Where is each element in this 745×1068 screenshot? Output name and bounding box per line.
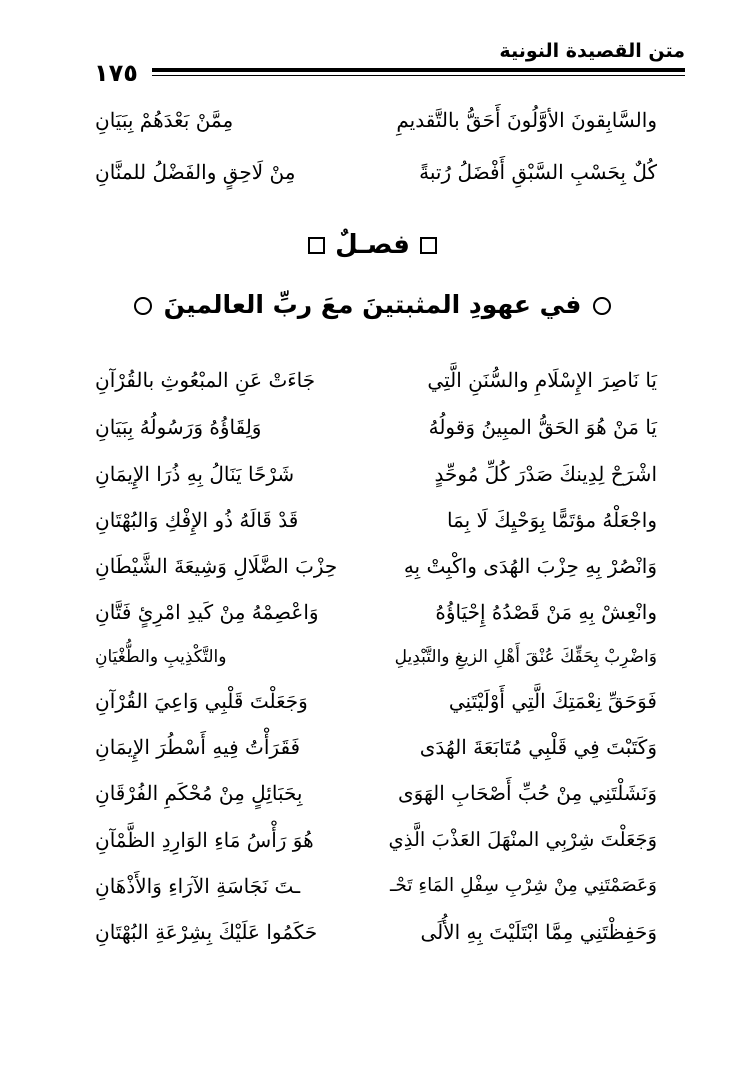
verse-line <box>95 454 657 494</box>
verse-second-hemistich: فَقَرَأْتُ فِيهِ أَسْطُرَ الإِيمَانِ <box>95 735 301 759</box>
verse-line <box>95 360 657 400</box>
verse-second-hemistich: جَاءَتْ عَنِ المبْعُوثِ بالقُرْآنِ <box>95 368 316 392</box>
verse-first-hemistich: وَحَفِظْتَنِي مِمَّا ابْتَلَيْتَ بِهِ الأُلَى <box>420 920 657 944</box>
verse-second-hemistich: وَلِقَاؤُهُ وَرَسُولُهُ بِبَيَانِ <box>95 415 262 439</box>
verse-second-hemistich: مِمَّنْ بَعْدَهُمْ بِبَيَانِ <box>95 108 234 132</box>
header-rule-thin <box>152 75 685 76</box>
verse-second-hemistich: ـتَ نَجَاسَةِ الآرَاءِ وَالأَذْهَانِ <box>95 874 301 898</box>
verse-second-hemistich: وَجَعَلْتَ قَلْبِي وَاعِيَ القُرْآنِ <box>95 689 308 713</box>
verse-first-hemistich: وَنَشَلْتَنِي مِنْ حُبِّ أَصْحَابِ الهَوَى <box>397 781 657 805</box>
section-title-text: فصـلٌ <box>335 230 410 260</box>
verse-first-hemistich: والسَّابِقونَ الأوَّلُونَ أَحَقُّ بالتَّقديمِ <box>396 108 657 132</box>
verse-first-hemistich: اشْرَحْ لِدِينكَ صَدْرَ كُلِّ مُوحِّدٍ <box>434 462 657 486</box>
verse-second-hemistich: شَرْحًا يَنَالُ بِهِ ذُرَا الإِيمَانِ <box>95 462 295 486</box>
verse-line <box>95 500 657 540</box>
verse-second-hemistich: هُوَ رَأْسُ مَاءِ الوَارِدِ الظَّمْآنِ <box>95 828 314 852</box>
verse-first-hemistich: يَا نَاصِرَ الإِسْلَامِ والسُّنَنِ الَّتِي <box>427 368 657 392</box>
verse-first-hemistich: وَاضْرِبْ بِحَقِّكَ عُنْقَ أَهْلِ الزيغِ والتَّبْدِيلِ <box>394 647 657 667</box>
verse-line <box>95 592 657 632</box>
section-subtitle <box>0 290 745 319</box>
verse-line <box>95 546 657 586</box>
verse-first-hemistich: وانْعِشْ بِهِ مَنْ قَصْدُهُ إِحْيَاؤُهُ <box>435 600 657 624</box>
verse-line <box>95 637 657 677</box>
verse-second-hemistich: وَاعْصِمْهُ مِنْ كَيدِ امْرِئٍ فَتَّانِ <box>95 600 319 624</box>
verse-first-hemistich: كُلٌ بِحَسْبِ السَّبْقِ أَفْضَلُ رُتبةً <box>419 160 657 184</box>
page-number: ١٧٥ <box>94 59 138 87</box>
verse-first-hemistich: وَجَعَلْتَ شِرْبِي المنْهَلَ العَذْبَ الَّذِي <box>388 828 657 851</box>
verse-second-hemistich: حِزْبَ الضَّلَالِ وَشِيعَةَ الشَّيْطَانِ <box>95 554 338 578</box>
verse-line <box>95 681 657 721</box>
verse-line <box>95 152 657 192</box>
verse-second-hemistich: حَكَمُوا عَلَيْكَ بِشِرْعَةِ البُهْتَانِ <box>95 920 318 944</box>
verse-second-hemistich: والتَّكْذِيبِ والطُّغْيَانِ <box>95 647 227 667</box>
verse-first-hemistich: وَانْصُرْ بِهِ حِزْبَ الهُدَى واكْبِتْ بِهِ <box>403 554 657 578</box>
header-rule-thick <box>152 68 685 72</box>
verse-line <box>95 773 657 813</box>
section-title <box>0 230 745 260</box>
verse-first-hemistich: يَا مَنْ هُوَ الحَقُّ المبِينُ وَقولُهُ <box>428 415 657 439</box>
verse-first-hemistich: وَكَتَبْتَ فِي قَلْبِي مُتَابَعَةَ الهُدَى <box>419 735 657 759</box>
verse-line <box>95 912 657 952</box>
square-ornament <box>420 237 437 254</box>
circle-ornament <box>134 297 152 315</box>
verse-second-hemistich: قَدْ قَالَهُ ذُو الإِفْكِ وَالبُهْتَانِ <box>95 508 299 532</box>
verse-line <box>95 407 657 447</box>
verse-second-hemistich: مِنْ لَاحِقٍ والفَضْلُ للمنَّانِ <box>95 160 296 184</box>
verse-second-hemistich: بِحَبَائِلٍ مِنْ مُحْكَمِ الفُرْقَانِ <box>95 781 303 805</box>
verse-line <box>95 100 657 140</box>
verse-first-hemistich: واجْعَلْهُ مؤتَمًّا بِوَحْيِكَ لَا بِمَا <box>446 508 657 532</box>
verse-line <box>95 866 657 906</box>
square-ornament <box>308 237 325 254</box>
circle-ornament <box>593 297 611 315</box>
verse-first-hemistich: وَعَصَمْتَنِي مِنْ شِرْبِ سِفْلِ المَاءِ تَحْـ <box>389 875 657 896</box>
verse-first-hemistich: فَوَحَقِّ نِعْمَتِكَ الَّتِي أَوْلَيْتَنِي <box>448 689 657 713</box>
verse-line <box>95 820 657 860</box>
section-subtitle-text: في عهودِ المثبتينَ معَ ربِّ العالمينَ <box>163 290 582 319</box>
running-header-title: متن القصيدة النونية <box>499 40 685 62</box>
verse-line <box>95 727 657 767</box>
